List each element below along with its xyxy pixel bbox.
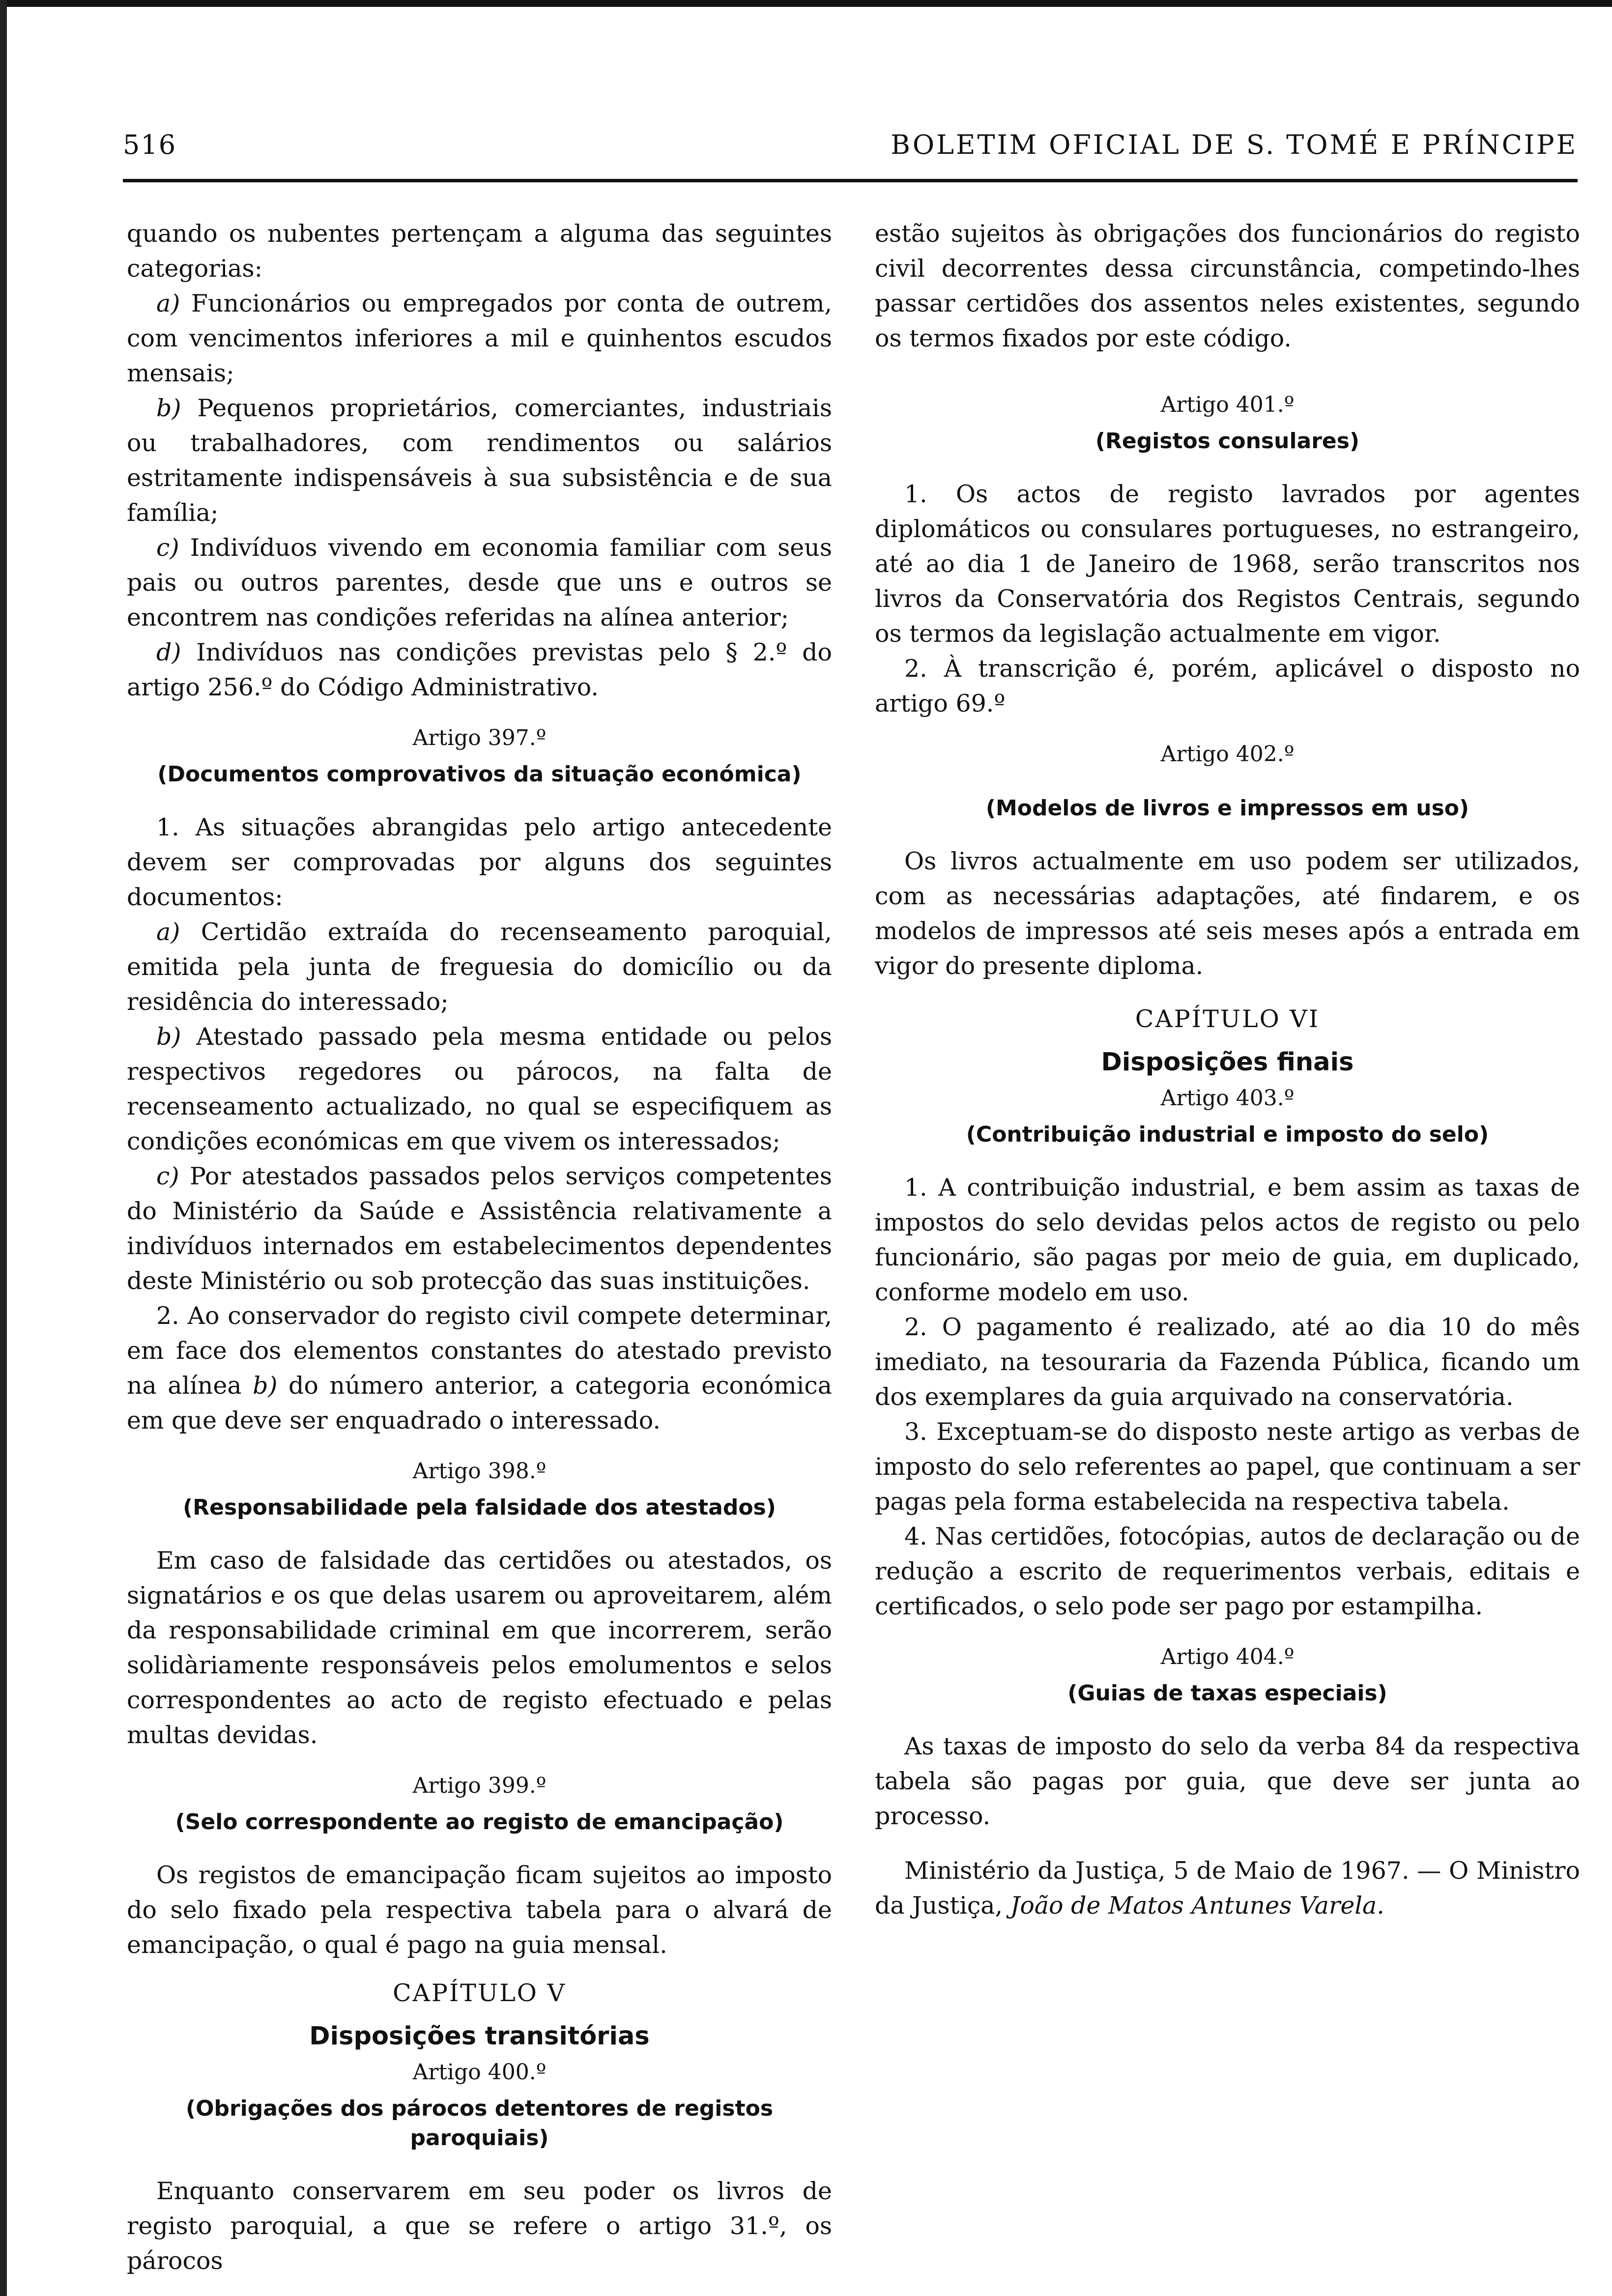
- article-398-caption: (Responsabilidade pela falsidade dos atestados): [183, 1495, 776, 1520]
- list-item: [127, 391, 832, 530]
- list-item: [127, 530, 832, 635]
- journal-title: BOLETIM OFICIAL DE S. TOMÉ E PRÍNCIPE: [891, 129, 1578, 160]
- article-398-heading: Artigo 398.º: [412, 1459, 547, 1484]
- right-column: [875, 216, 1580, 2280]
- article-403-paragraph-1: 1. A contribuição industrial, e bem assim as taxas de impostos do selo devidas pelos actos de registo ou pelo funcionário, são pagas por meio de guia, em duplicado, conforme modelo em uso.: [875, 1174, 1580, 1306]
- item-text: Por atestados passados pelos serviços competentes do Ministério da Saúde e Assistência relativamente a indivíduos internados em estabelecimentos dependentes deste Ministério ou sob protecção das suas instituições.: [127, 1162, 832, 1295]
- item-letter: b): [156, 394, 181, 422]
- article-401-caption: (Registos consulares): [1095, 429, 1360, 454]
- item-letter: d): [156, 638, 181, 666]
- item-text: Pequenos proprietários, comerciantes, industriais ou trabalhadores, com rendimentos ou salários estritamente indispensáveis à sua subsistência e de sua família;: [127, 394, 832, 527]
- item-letter: c): [156, 534, 179, 562]
- list-item: [127, 286, 832, 391]
- article-400-caption: (Obrigações dos párocos detentores de registos paroquiais): [185, 2096, 774, 2151]
- article-402-heading: Artigo 402.º: [1160, 742, 1295, 767]
- article-398-text: Em caso de falsidade das certidões ou atestados, os signatários e os que delas usarem ou aproveitarem, além da responsabilidade criminal em que incorrerem, serão solidàriamente responsáveis pelos emolumentos e selos correspondentes ao acto de registo efectuado e pelas multas devidas.: [127, 1547, 832, 1749]
- page-number: 516: [123, 129, 177, 160]
- article-399-heading: Artigo 399.º: [412, 1773, 547, 1798]
- paragraph-text: do número anterior, a categoria económica em que deve ser enquadrado o interessado.: [127, 1372, 832, 1435]
- item-text: Funcionários ou empregados por conta de outrem, com vencimentos inferiores a mil e quinhentos escudos mensais;: [127, 289, 832, 387]
- list-item: [127, 635, 832, 705]
- item-text: Atestado passado pela mesma entidade ou pelos respectivos regedores ou párocos, na falta de recenseamento actualizado, no qual se especifiquem as condições económicas em que vivem os interessados;: [127, 1023, 832, 1155]
- article-403-paragraph-2: 2. O pagamento é realizado, até ao dia 10 do mês imediato, na tesouraria da Fazenda Pública, ficando um dos exemplares da guia arquivado na conservatória.: [875, 1313, 1580, 1411]
- chapter-vi-label: CAPÍTULO VI: [1135, 1005, 1320, 1033]
- article-403-paragraph-3: 3. Exceptuam-se do disposto neste artigo as verbas de imposto do selo referentes ao papel, que continuam a ser pagas pela forma estabelecida na respectiva tabela.: [875, 1418, 1580, 1516]
- article-402-text: Os livros actualmente em uso podem ser utilizados, com as necessárias adaptações, até findarem, e os modelos de impressos até seis meses após a entrada em vigor do presente diploma.: [875, 847, 1580, 980]
- article-399-text: Os registos de emancipação ficam sujeitos ao imposto do selo fixado pela respectiva tabela para o alvará de emancipação, o qual é pago na guia mensal.: [127, 1861, 832, 1959]
- chapter-vi-title: Disposições finais: [1101, 1048, 1354, 1077]
- page-left-edge: [0, 0, 7, 2296]
- article-400-heading: Artigo 400.º: [412, 2060, 547, 2085]
- item-letter: b): [156, 1023, 181, 1051]
- item-ref: b): [253, 1372, 278, 1400]
- article-397-heading: Artigo 397.º: [412, 725, 547, 750]
- list-item: [127, 1019, 832, 1159]
- signature-line: [875, 1853, 1580, 1923]
- header-rule: [123, 179, 1578, 182]
- signatory-name: João de Matos Antunes Varela.: [1010, 1892, 1384, 1920]
- item-letter: a): [156, 918, 180, 946]
- article-397-paragraph-2: [127, 1298, 832, 1438]
- page-top-edge: [0, 0, 1612, 7]
- article-401-paragraph-2: 2. À transcrição é, porém, aplicável o disposto no artigo 69.º: [875, 655, 1580, 718]
- article-400-text: Enquanto conservarem em seu poder os livros de registo paroquial, a que se refere o artigo 31.º, os párocos: [127, 2177, 832, 2275]
- intro-paragraph: quando os nubentes pertençam a alguma das seguintes categorias:: [127, 220, 832, 283]
- article-399-caption: (Selo correspondente ao registo de emancipação): [175, 1809, 784, 1835]
- continuation-paragraph: estão sujeitos às obrigações dos funcionários do registo civil decorrentes dessa circunstância, competindo-lhes passar certidões dos assentos neles existentes, segundo os termos fixados por este código.: [875, 220, 1580, 352]
- page-header: [123, 125, 1578, 165]
- chapter-v-label: CAPÍTULO V: [393, 1979, 566, 2007]
- left-column: [127, 216, 832, 2280]
- article-397-paragraph-1: 1. As situações abrangidas pelo artigo antecedente devem ser comprovadas por alguns dos seguintes documentos:: [127, 813, 832, 911]
- article-402-caption: (Modelos de livros e impressos em uso): [985, 796, 1469, 821]
- article-397-caption: (Documentos comprovativos da situação económica): [157, 762, 802, 787]
- item-letter: a): [156, 289, 180, 317]
- article-404-caption: (Guias de taxas especiais): [1067, 1681, 1387, 1706]
- article-403-heading: Artigo 403.º: [1160, 1086, 1295, 1111]
- item-text: Certidão extraída do recenseamento paroquial, emitida pela junta de freguesia do domicílio ou da residência do interessado;: [127, 918, 832, 1016]
- article-403-paragraph-4: 4. Nas certidões, fotocópias, autos de declaração ou de redução a escrito de requerimentos verbais, editais e certificados, o selo pode ser pago por estampilha.: [875, 1522, 1580, 1620]
- signature-text: Ministério da Justiça, 5 de Maio de 1967. — O Ministro da Justiça,: [875, 1857, 1580, 1920]
- item-text: Indivíduos nas condições previstas pelo § 2.º do artigo 256.º do Código Administrativo.: [127, 638, 832, 701]
- article-404-text: As taxas de imposto do selo da verba 84 da respectiva tabela são pagas por guia, que deve ser junta ao processo.: [875, 1732, 1580, 1830]
- list-item: [127, 1159, 832, 1298]
- chapter-v-title: Disposições transitórias: [309, 2022, 650, 2051]
- article-401-paragraph-1: 1. Os actos de registo lavrados por agentes diplomáticos ou consulares portugueses, no estrangeiro, até ao dia 1 de Janeiro de 1968, serão transcritos nos livros da Conservatória dos Registos Centrais, segundo os termos da legislação actualmente em vigor.: [875, 480, 1580, 648]
- item-text: Indivíduos vivendo em economia familiar com seus pais ou outros parentes, desde que uns e outros se encontrem nas condições referidas na alínea anterior;: [127, 534, 832, 631]
- article-404-heading: Artigo 404.º: [1160, 1644, 1295, 1669]
- article-401-heading: Artigo 401.º: [1160, 392, 1295, 417]
- paragraph-text: 2. Ao conservador do registo civil compete determinar, em face dos elementos constantes do atestado previsto na alínea: [127, 1302, 832, 1400]
- list-item: [127, 915, 832, 1019]
- article-403-caption: (Contribuição industrial e imposto do selo): [966, 1122, 1489, 1147]
- item-letter: c): [156, 1162, 179, 1190]
